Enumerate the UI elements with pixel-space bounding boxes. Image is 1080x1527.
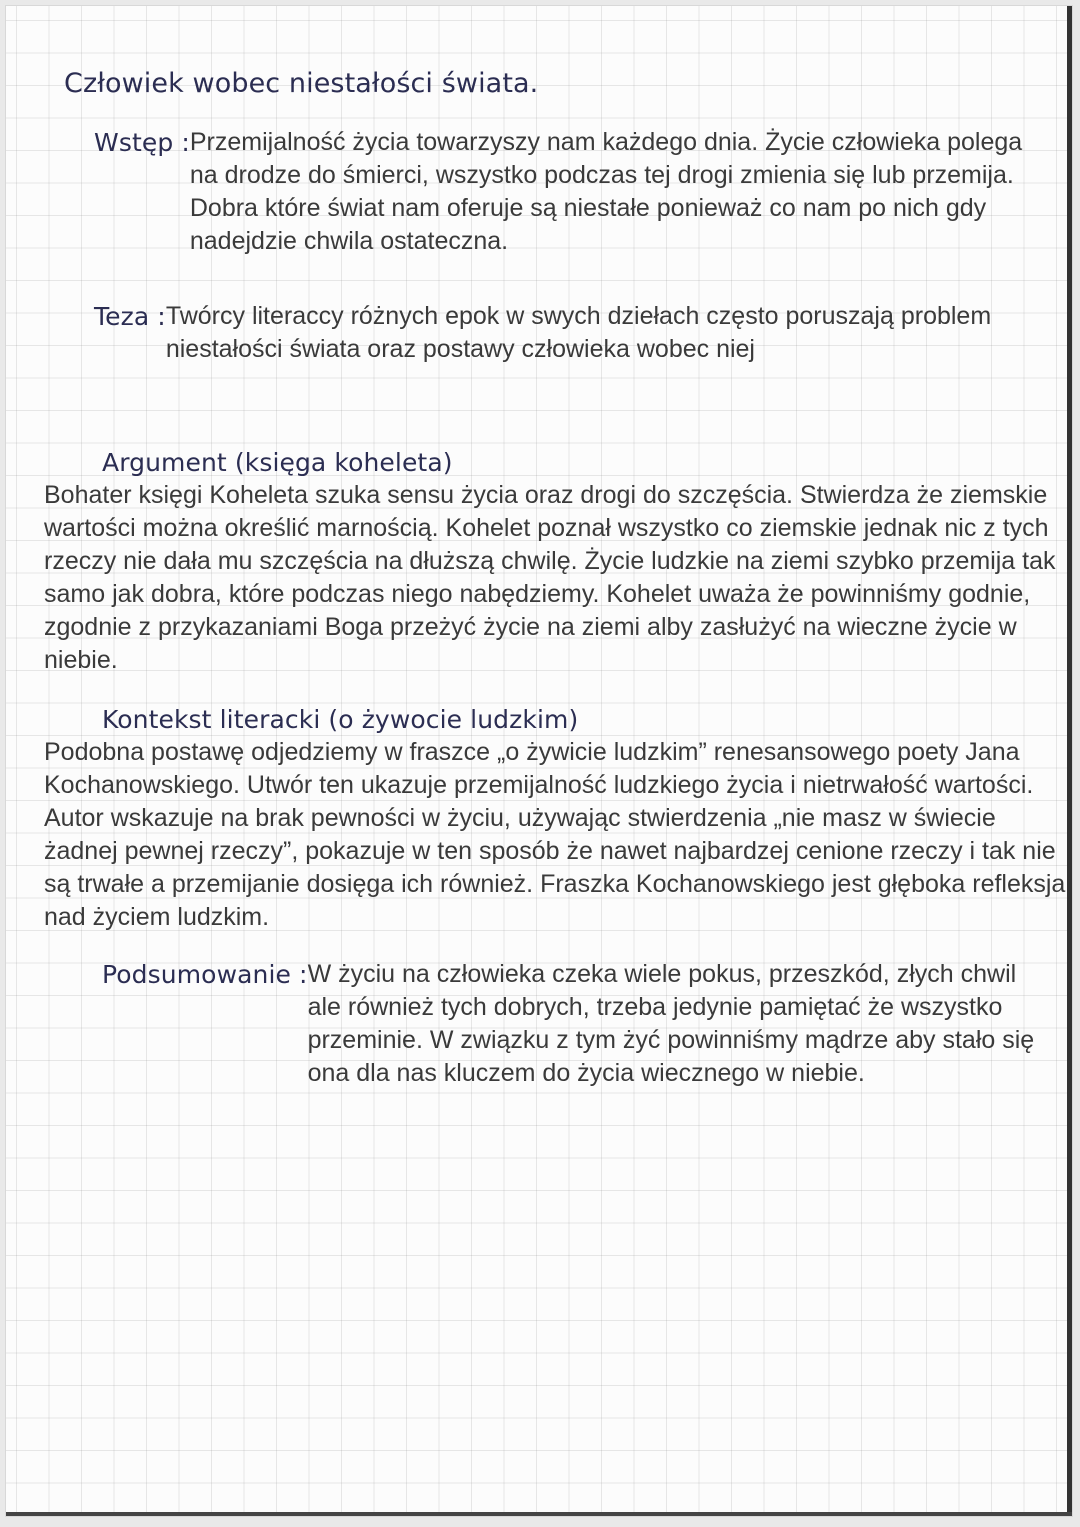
page-edge-bottom bbox=[6, 1512, 1072, 1516]
context-section bbox=[44, 703, 1070, 934]
thesis-label: Teza : bbox=[94, 302, 166, 331]
intro-text: Przemijalność życia towarzyszy nam każdego dnia. Życie człowieka polega na drodze do śmierci, wszystko podczas tej drogi zmienia się lub przemija. Dobra które świat nam oferuje są niestałe ponieważ co nam po nich gdy nadejdzie chwila ostateczna. bbox=[189, 128, 1023, 255]
argument-section bbox=[44, 446, 1070, 677]
page-edge-right bbox=[1067, 6, 1072, 1516]
intro-label: Wstęp : bbox=[94, 128, 190, 157]
argument-text: Bohater księgi Koheleta szuka sensu życia oraz drogi do szczęścia. Stwierdza że ziemskie wartości można określić marnością. Kohelet poznał wszystko co ziemskie jednak nic z tych rzeczy nie dała mu szczęścia na dłuższą chwilę. Życie ludzkie na ziemi szybko przemija tak samo jak dobra, które podczas niego nabędziemy. Kohelet uważa że powinniśmy godnie, zgodnie z przykazaniami Boga przeżyć życie na ziemi alby zasłużyć na wieczne życie w niebie. bbox=[44, 481, 1056, 674]
thesis-section bbox=[94, 300, 994, 366]
context-heading: Kontekst literacki (o żywocie ludzkim) bbox=[102, 705, 579, 734]
summary-text: W życiu na człowieka czeka wiele pokus, przeszkód, złych chwil ale również tych dobrych, trzeba jedynie pamiętać że wszystko przeminie. W związku z tym żyć powinniśmy mądrze aby stało się ona dla nas kluczem do życia wiecznego w niebie. bbox=[307, 960, 1035, 1087]
context-text: Podobna postawę odjedziemy w fraszce „o żywicie ludzkim” renesansowego poety Jana Kochanowskiego. Utwór ten ukazuje przemijalność ludzkiego życia i nietrwałość wartości. Autor wskazuje na brak pewności w życiu, używając stwierdzenia „nie masz w świecie żadnej pewnej rzeczy”, pokazuje w ten sposób że nawet najbardzej cenione rzeczy i tak nie są trwałe a przemijanie dosięga ich również. Fraszka Kochanowskiego jest głęboka refleksja nad życiem ludzkim. bbox=[44, 738, 1066, 931]
summary-label: Podsumowanie : bbox=[102, 960, 308, 989]
intro-section bbox=[94, 126, 1054, 258]
page-title: Człowiek wobec niestałości świata. bbox=[64, 68, 539, 99]
argument-heading: Argument (księga koheleta) bbox=[102, 448, 453, 477]
thesis-text: Twórcy literaccy różnych epok w swych dziełach często poruszają problem niestałości świata oraz postawy człowieka wobec niej bbox=[165, 302, 992, 363]
notebook-page bbox=[6, 6, 1072, 1516]
summary-section bbox=[102, 958, 1052, 1090]
